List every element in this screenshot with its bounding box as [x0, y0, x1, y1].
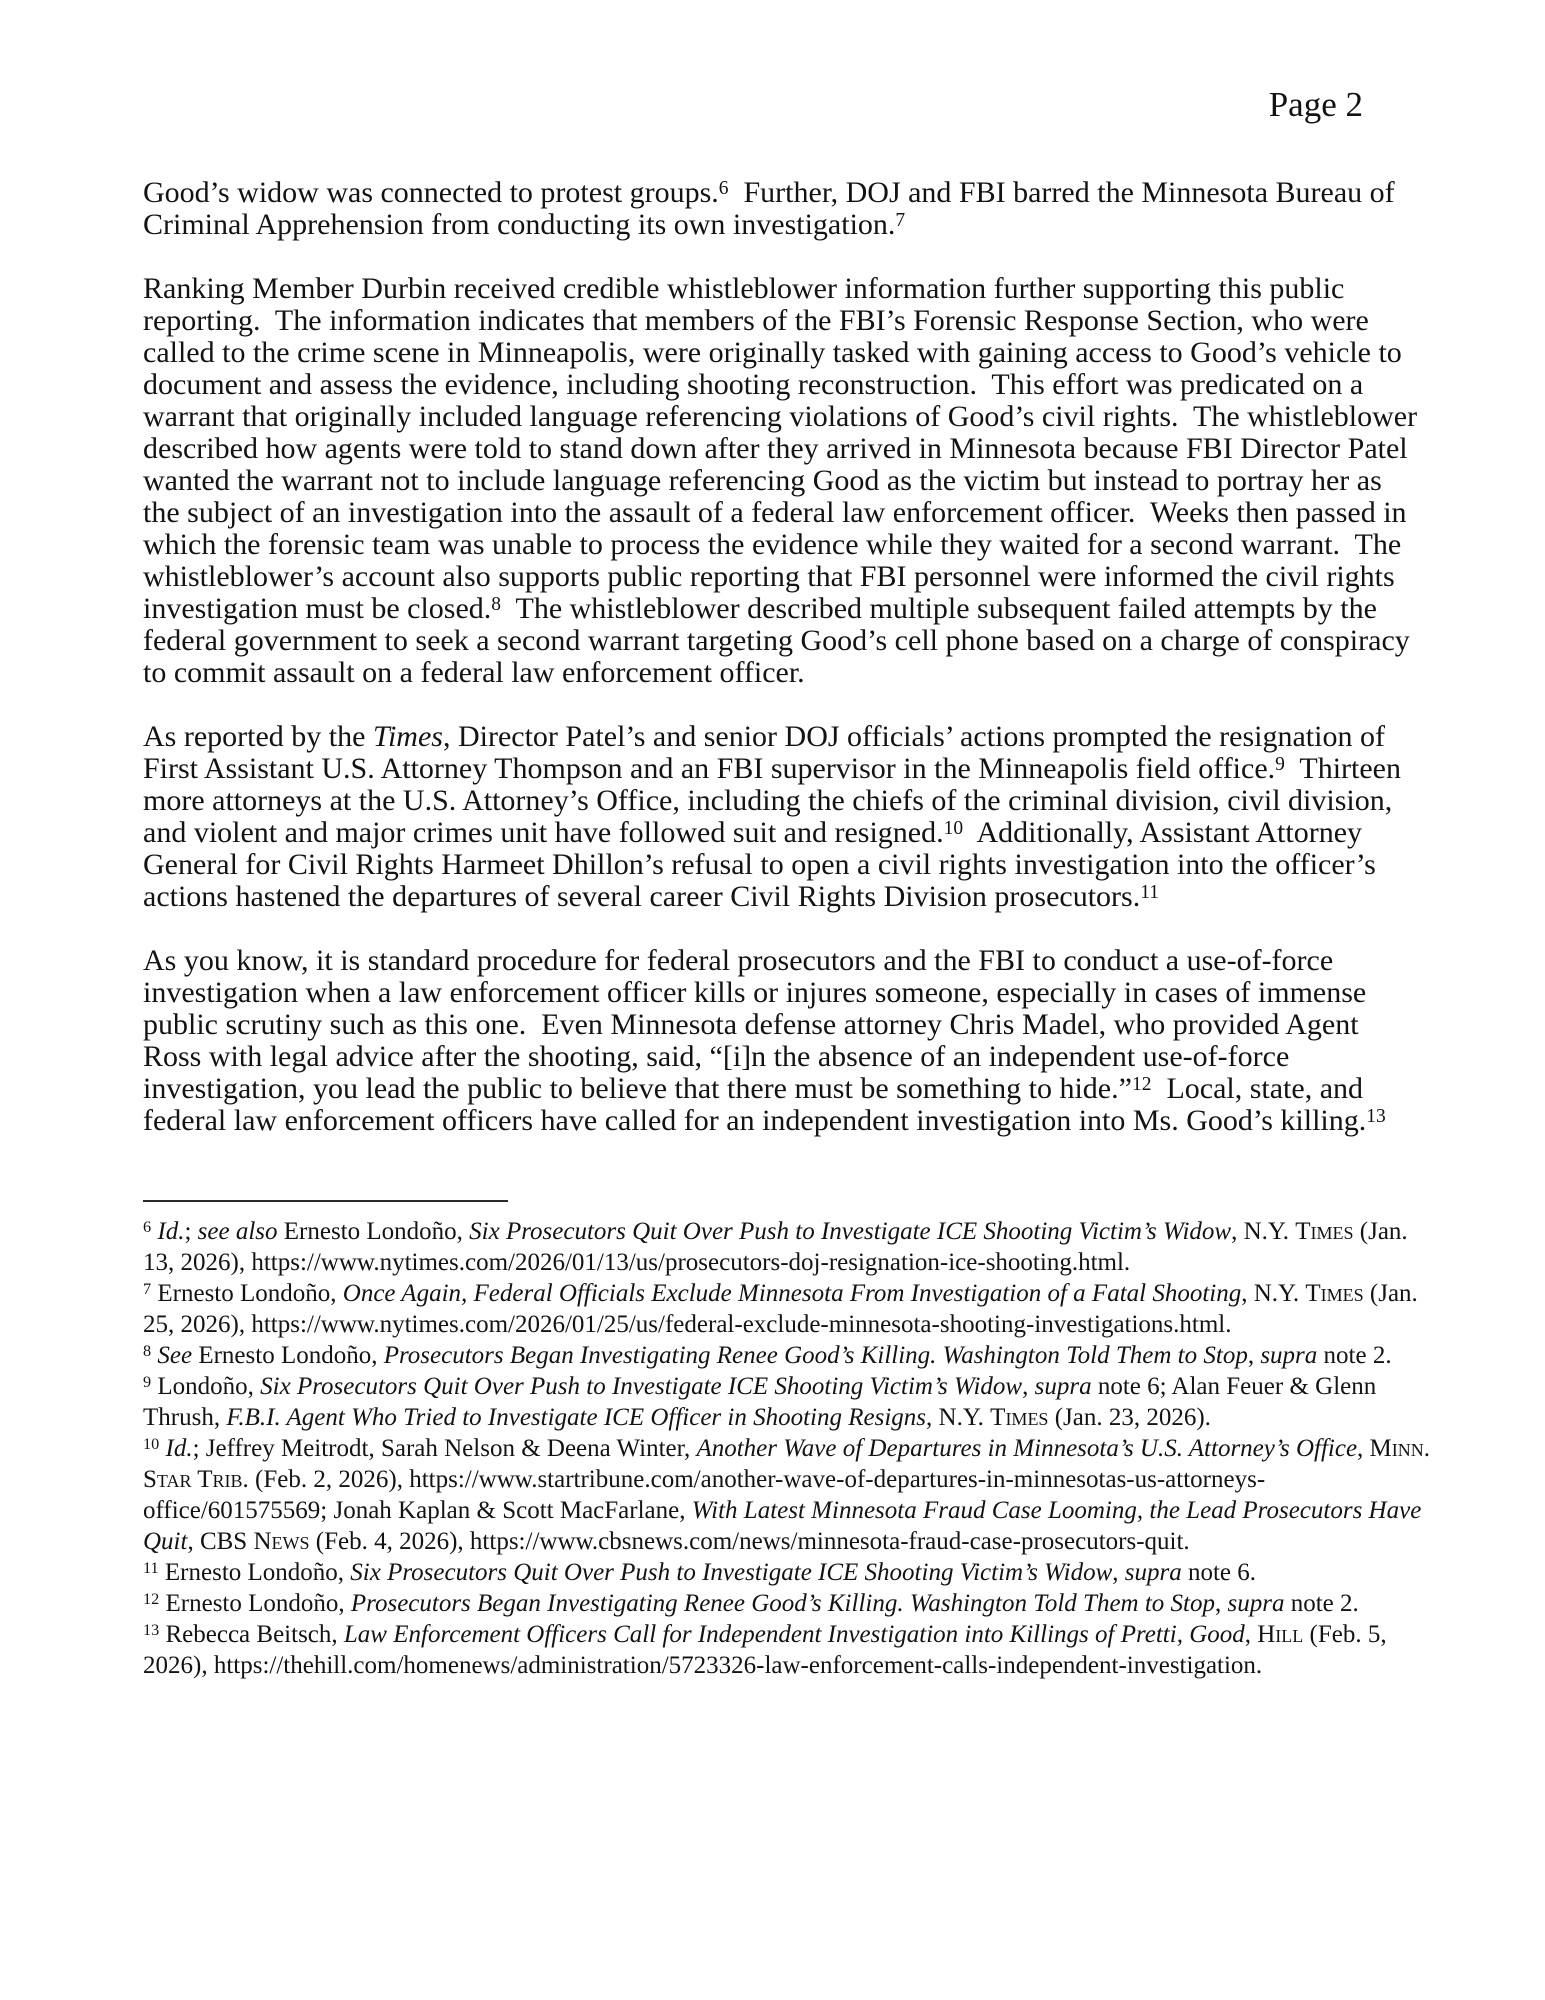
- text-run: News: [253, 1528, 310, 1555]
- text-run: Times: [1295, 1218, 1354, 1245]
- text-run: Londoño,: [151, 1373, 261, 1400]
- paragraph: [143, 273, 1424, 689]
- text-run: The whistleblower described multiple subsequent failed attempts by the federal government to seek a second warrant targeting Good’s cell phone based on a charge of conspiracy to commit assault on a federal law enforcement officer.: [143, 592, 1418, 689]
- paragraph: [143, 945, 1424, 1137]
- text-run: Good’s widow was connected to protest groups.: [143, 176, 719, 209]
- footnote: [143, 1433, 1435, 1557]
- footnote-ref: 11: [1140, 881, 1159, 903]
- text-run: Minn. Star Trib.: [143, 1435, 1437, 1493]
- text-run: Six Prosecutors Quit Over Push to Investigate ICE Shooting Victim’s Widow: [469, 1218, 1232, 1245]
- text-run: supra: [1034, 1373, 1092, 1400]
- text-run: Times: [1305, 1280, 1364, 1307]
- text-run: ,: [1112, 1559, 1125, 1586]
- text-run: , N.Y.: [926, 1404, 991, 1431]
- text-run: note 6.: [1181, 1559, 1257, 1586]
- text-run: Times: [990, 1404, 1049, 1431]
- text-run: Local, state, and federal law enforcement officers have called for an independent investigation into Ms. Good’s killing.: [143, 1072, 1371, 1137]
- text-run: Ernesto Londoño,: [192, 1342, 384, 1369]
- text-run: ,: [1357, 1435, 1370, 1462]
- text-run: (Feb. 5, 2026), https://thehill.com/homenews/administration/5723326-law-enforcement-calls-independent-investigation.: [143, 1621, 1393, 1679]
- text-run: , N.Y.: [1231, 1218, 1296, 1245]
- text-run: supra: [1227, 1590, 1285, 1617]
- footnote-list: [143, 1216, 1435, 1681]
- text-run: Rebecca Beitsch,: [159, 1621, 344, 1648]
- footnote-ref: 7: [895, 209, 906, 231]
- text-run: (Feb. 2, 2026), https://www.startribune.com/another-wave-of-departures-in-minnesotas-us-attorneys-office/601575569; Jonah Kaplan & Scott MacFarlane,: [143, 1466, 1266, 1524]
- text-run: As reported by the: [143, 720, 373, 753]
- text-run: , CBS: [187, 1528, 254, 1555]
- footnote: [143, 1619, 1435, 1681]
- text-run: (Jan. 13, 2026), https://www.nytimes.com/2026/01/13/us/prosecutors-doj-resignation-ice-shooting.html.: [143, 1218, 1414, 1276]
- text-run: Further, DOJ and FBI barred the Minnesota Bureau of Criminal Apprehension from conducting its own investigation.: [143, 176, 1403, 241]
- text-run: ;: [184, 1218, 198, 1245]
- text-run: Ernesto Londoño,: [277, 1218, 470, 1245]
- footnote: [143, 1371, 1435, 1433]
- text-run: Ernesto Londoño,: [159, 1590, 351, 1617]
- footnote-number: 10: [143, 1435, 160, 1454]
- footnote: [143, 1557, 1435, 1588]
- footnote-ref: 13: [1366, 1105, 1386, 1127]
- text-run: Id.: [165, 1435, 193, 1462]
- text-run: note 2.: [1317, 1342, 1392, 1369]
- text-run: supra: [1260, 1342, 1318, 1369]
- text-run: (Jan. 23, 2026).: [1048, 1404, 1211, 1431]
- text-run: Once Again, Federal Officials Exclude Minnesota From Investigation of a Fatal Shooting: [342, 1280, 1242, 1307]
- text-run: As you know, it is standard procedure for federal prosecutors and the FBI to conduct a use-of-force investigation when a law enforcement officer kills or injures someone, especially in cases of immense public scrutiny such as this one. Even Minnesota defense attorney Chris Madel, who provided Agent Ross with legal advice after the shooting, said, “[i]n the absence of an independent use-of-force investigation, you lead the public to believe that there must be something to hide.”: [143, 944, 1374, 1105]
- text-run: With Latest Minnesota Fraud Case Looming, the Lead Prosecutors Have Quit: [143, 1497, 1428, 1555]
- footnote-ref: 12: [1131, 1073, 1152, 1095]
- text-run: Prosecutors Began Investigating Renee Good’s Killing. Washington Told Them to Stop: [350, 1590, 1215, 1617]
- text-run: Six Prosecutors Quit Over Push to Investigate ICE Shooting Victim’s Widow: [350, 1559, 1113, 1586]
- text-run: F.B.I. Agent Who Tried to Investigate ICE Officer in Shooting Resigns: [226, 1404, 927, 1431]
- text-run: (Jan. 25, 2026), https://www.nytimes.com/2026/01/25/us/federal-exclude-minnesota-shooting-investigations.html.: [143, 1280, 1425, 1338]
- text-run: Additionally, Assistant Attorney General for Civil Rights Harmeet Dhillon’s refusal to open a civil rights investigation into the officer’s actions hastened the departures of several career Civil Rights Division prosecutors.: [143, 816, 1384, 913]
- footnote-number: 8: [143, 1342, 152, 1361]
- text-run: Id.: [157, 1218, 185, 1245]
- paragraph: [143, 177, 1424, 241]
- text-run: ,: [1022, 1373, 1035, 1400]
- page-number: Page 2: [1268, 85, 1363, 124]
- text-run: supra: [1124, 1559, 1182, 1586]
- footnote-ref: 8: [491, 593, 502, 615]
- text-run: ; Jeffrey Meitrodt, Sarah Nelson & Deena Winter,: [192, 1435, 697, 1462]
- footnote-number: 9: [143, 1373, 152, 1392]
- footnote: [143, 1278, 1435, 1340]
- text-run: Times: [372, 720, 443, 753]
- text-run: (Feb. 4, 2026), https://www.cbsnews.com/news/minnesota-fraud-case-prosecutors-quit.: [309, 1528, 1190, 1555]
- footnote-section: [143, 1200, 1435, 1681]
- text-run: Ernesto Londoño,: [151, 1280, 343, 1307]
- footnote-separator: [143, 1200, 508, 1202]
- footnote-ref: 9: [1275, 753, 1285, 775]
- footnote-number: 13: [143, 1621, 160, 1640]
- text-run: Six Prosecutors Quit Over Push to Investigate ICE Shooting Victim’s Widow: [260, 1373, 1023, 1400]
- text-run: see also: [197, 1218, 278, 1245]
- text-run: Ranking Member Durbin received credible whistleblower information further supporting this public reporting. The information indicates that members of the FBI’s Forensic Response Section, who were called to the crime scene in Minneapolis, were originally tasked with gaining access to Good’s vehicle to document and assess the evidence, including shooting reconstruction. This effort was predicated on a warrant that originally included language referencing violations of Good’s civil rights. The whistleblower described how agents were told to stand down after they arrived in Minnesota because FBI Director Patel wanted the warrant not to include language referencing Good as the victim but instead to portray her as the subject of an investigation into the assault of a federal law enforcement officer. Weeks then passed in which the forensic team was unable to process the evidence while they waited for a second warrant. The whistleblower’s account also supports public reporting that FBI personnel were informed the civil rights investigation must be closed.: [143, 272, 1425, 625]
- footnote: [143, 1340, 1435, 1371]
- footnote: [143, 1588, 1435, 1619]
- footnote-ref: 10: [943, 817, 964, 839]
- text-run: , N.Y.: [1241, 1280, 1306, 1307]
- footnote-number: 7: [143, 1280, 152, 1299]
- paragraph: [143, 721, 1424, 913]
- text-run: ,: [1215, 1590, 1228, 1617]
- text-run: ,: [1244, 1621, 1258, 1648]
- text-run: Prosecutors Began Investigating Renee Good’s Killing. Washington Told Them to Stop: [383, 1342, 1248, 1369]
- footnote: [143, 1216, 1435, 1278]
- footnote-number: 11: [143, 1559, 159, 1578]
- text-run: Ernesto Londoño,: [158, 1559, 351, 1586]
- text-run: note 6; Alan Feuer & Glenn Thrush,: [143, 1373, 1383, 1431]
- text-run: ,: [1247, 1342, 1261, 1369]
- footnote-number: 12: [143, 1590, 160, 1609]
- text-run: Another Wave of Departures in Minnesota’s U.S. Attorney’s Office: [696, 1435, 1358, 1462]
- footnote-number: 6: [143, 1218, 152, 1237]
- text-run: Hill: [1257, 1621, 1304, 1648]
- text-run: , Director Patel’s and senior DOJ officials’ actions prompted the resignation of First Assistant U.S. Attorney Thompson and an FBI supervisor in the Minneapolis field office.: [143, 720, 1393, 785]
- footnote-ref: 6: [718, 177, 729, 199]
- text-run: See: [157, 1342, 193, 1369]
- text-run: note 2.: [1284, 1590, 1359, 1617]
- body-text: [143, 177, 1424, 1137]
- text-run: Law Enforcement Officers Call for Independent Investigation into Killings of Pretti, Good: [343, 1621, 1245, 1648]
- text-run: Thirteen more attorneys at the U.S. Attorney’s Office, including the chiefs of the criminal division, civil division, and violent and major crimes unit have followed suit and resigned.: [143, 752, 1409, 849]
